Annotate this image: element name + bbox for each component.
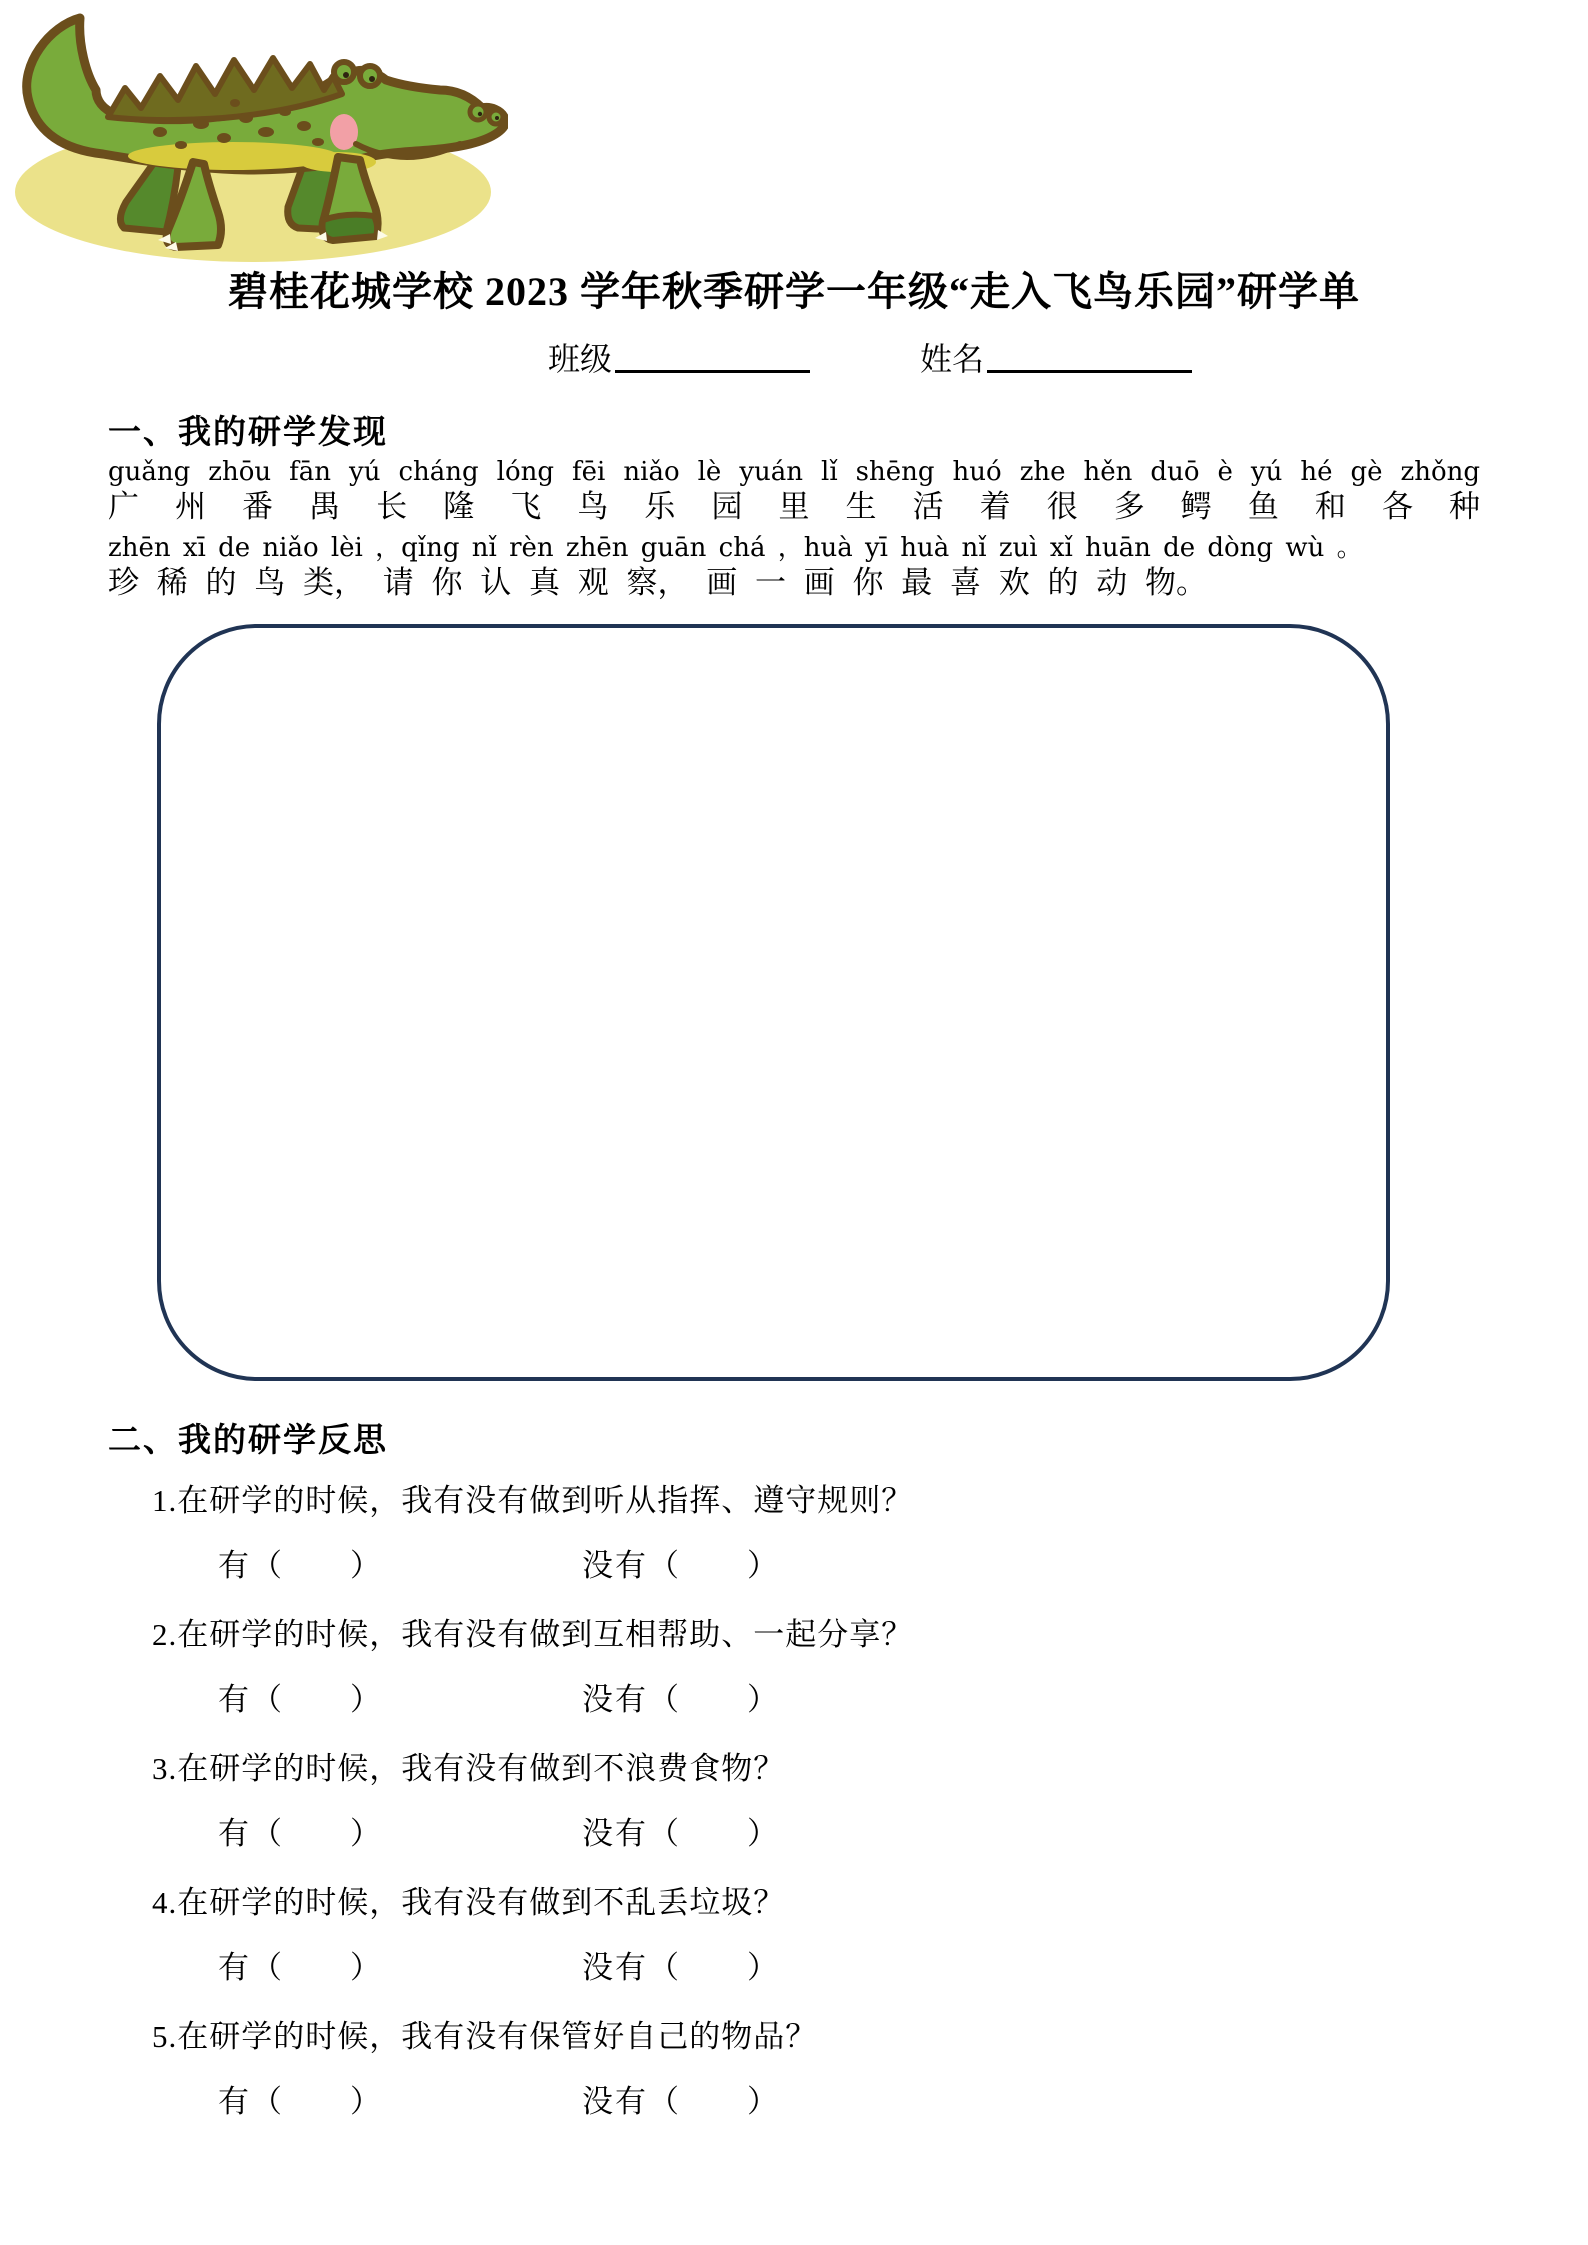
yes-answer-slot-q5[interactable]: 有（ ） bbox=[218, 2084, 383, 2119]
answer-row-1 bbox=[0, 1540, 1588, 1583]
class-input-line[interactable] bbox=[615, 334, 810, 373]
section2-heading: 二、我的研学反思 bbox=[108, 1423, 388, 1459]
page-title: 碧桂花城学校 2023 学年秋季研学一年级“走入飞鸟乐园”研学单 bbox=[228, 269, 1360, 314]
yes-answer-slot-q3[interactable]: 有（ ） bbox=[218, 1816, 383, 1851]
student-info-row bbox=[0, 334, 1588, 378]
answer-row-5 bbox=[0, 2076, 1588, 2119]
name-label: 姓名 bbox=[920, 341, 985, 377]
no-answer-slot-q5[interactable]: 没有（ ） bbox=[582, 2084, 780, 2119]
answer-row-3 bbox=[0, 1808, 1588, 1851]
section1-heading: 一、我的研学发现 bbox=[108, 415, 388, 451]
yes-answer-slot-q2[interactable]: 有（ ） bbox=[218, 1682, 383, 1717]
pinyin-line-2: zhēn xī de niǎo lèi ，qǐng nǐ rèn zhēn guān chá ，huà yī huà nǐ zuì xǐ huān de dòng wù 。 bbox=[108, 533, 1363, 563]
question-5: 5.在研学的时候，我有没有保管好自己的物品？ bbox=[152, 2019, 818, 2054]
answer-row-4 bbox=[0, 1942, 1588, 1985]
no-answer-slot-q1[interactable]: 没有（ ） bbox=[582, 1548, 780, 1583]
yes-answer-slot-q1[interactable]: 有（ ） bbox=[218, 1548, 383, 1583]
question-2: 2.在研学的时候，我有没有做到互相帮助、一起分享？ bbox=[152, 1617, 914, 1652]
question-1: 1.在研学的时候，我有没有做到听从指挥、遵守规则？ bbox=[152, 1483, 914, 1518]
no-answer-slot-q4[interactable]: 没有（ ） bbox=[582, 1950, 780, 1985]
no-answer-slot-q3[interactable]: 没有（ ） bbox=[582, 1816, 780, 1851]
crocodile-icon bbox=[8, 2, 508, 262]
question-3: 3.在研学的时候，我有没有做到不浪费食物？ bbox=[152, 1751, 786, 1786]
class-label: 班级 bbox=[548, 341, 613, 377]
pinyin-line-1: guǎng zhōu fān yú cháng lóng fēi niǎo lè yuán lǐ shēng huó zhe hěn duō è yú hé gè zhǒng bbox=[108, 457, 1480, 487]
yes-answer-slot-q4[interactable]: 有（ ） bbox=[218, 1950, 383, 1985]
hanzi-line-1: 广 州 番 禺 长 隆 飞 鸟 乐 园 里 生 活 着 很 多 鳄 鱼 和 各 种 bbox=[108, 489, 1480, 524]
drawing-box[interactable] bbox=[157, 624, 1390, 1381]
answer-row-2 bbox=[0, 1674, 1588, 1717]
name-input-line[interactable] bbox=[987, 334, 1192, 373]
hanzi-line-2: 珍 稀 的 鸟 类， 请 你 认 真 观 察， 画 一 画 你 最 喜 欢 的 动 物。 bbox=[108, 565, 1207, 600]
question-4: 4.在研学的时候，我有没有做到不乱丢垃圾？ bbox=[152, 1885, 786, 1920]
no-answer-slot-q2[interactable]: 没有（ ） bbox=[582, 1682, 780, 1717]
